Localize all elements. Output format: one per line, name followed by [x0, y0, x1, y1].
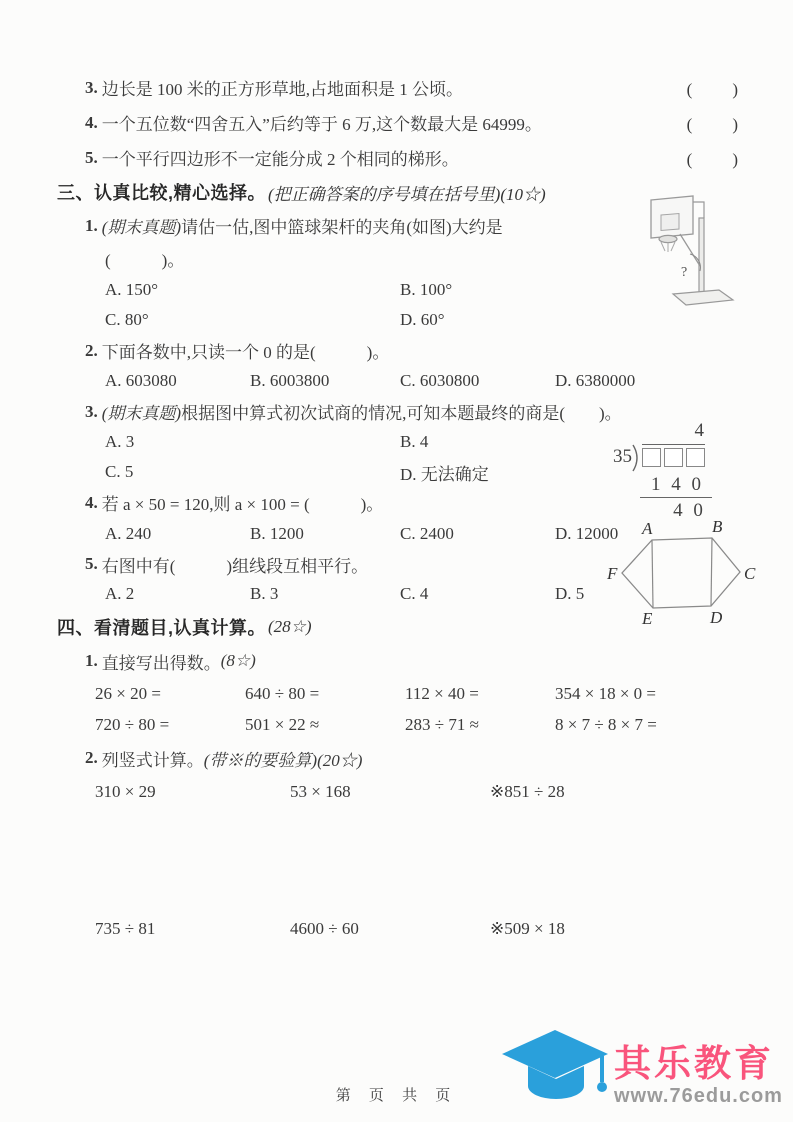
item-text: 一个五位数“四舍五入”后约等于 6 万,这个数最大是 64999。	[101, 115, 542, 134]
question-2-options	[57, 366, 717, 396]
question-1-blank	[57, 242, 717, 275]
pole	[699, 218, 704, 294]
option-d: D. 5	[555, 584, 585, 603]
backboard-inner	[661, 214, 679, 231]
hoop-rim	[659, 235, 677, 242]
brand-url: www.76edu.com	[614, 1085, 783, 1107]
option-a: A. 3	[105, 432, 135, 451]
item-number: 3.	[85, 77, 98, 97]
option-b: B. 4	[400, 432, 429, 451]
option-d: D. 6380000	[555, 371, 636, 390]
oral-calc-row-2	[57, 709, 717, 740]
section-note: (28☆)	[268, 616, 312, 636]
option-d: D. 无法确定	[400, 464, 489, 484]
sub-text: 直接写出得数。	[101, 653, 221, 673]
support-brace	[680, 234, 700, 266]
item-number: 4.	[85, 112, 98, 132]
hexagon-outline	[622, 538, 740, 608]
work-space	[57, 808, 717, 913]
sub-text: 列竖式计算。	[101, 750, 204, 770]
calc-expression: 283 ÷ 71 ≈	[405, 714, 479, 734]
sub2-title	[57, 740, 717, 776]
dividend-boxes	[642, 444, 705, 467]
option-c: C. 6030800	[400, 371, 480, 390]
hexagon-figure	[606, 518, 756, 626]
vertex-label-D: D	[710, 608, 723, 626]
column-calc-row-1	[57, 776, 717, 808]
answer-blank: ( )	[686, 150, 740, 169]
item-text: 一个平行四边形不一定能分成 2 个相同的梯形。	[101, 150, 459, 169]
oral-calc-row-1	[57, 678, 717, 709]
judge-item-4	[57, 105, 740, 140]
item-text: 边长是 100 米的正方形草地,占地面积是 1 公顷。	[101, 80, 463, 99]
calc-expression: 4600 ÷ 60	[290, 919, 359, 938]
net-line	[671, 242, 675, 251]
calc-expression: 640 ÷ 80 =	[245, 683, 320, 703]
option-b: B. 6003800	[250, 371, 330, 390]
calc-expression: 310 × 29	[95, 782, 156, 801]
option-c: C. 2400	[400, 523, 454, 543]
option-b: B. 3	[250, 584, 279, 603]
angle-question-mark: ?	[681, 265, 688, 280]
sub-number: 2.	[85, 748, 98, 767]
option-d: D. 12000	[555, 523, 619, 543]
answer-blank: ( )	[686, 115, 740, 134]
segment-AE	[652, 540, 653, 608]
question-text: 下面各数中,只读一个 0 的是( )。	[101, 343, 390, 362]
section-title: 四、看清题目,认真计算。	[57, 617, 266, 638]
question-2	[57, 335, 717, 366]
option-a: A. 150°	[105, 280, 159, 299]
section-title: 三、认真比较,精心选择。	[57, 183, 266, 203]
calc-expression: 354 × 18 × 0 =	[555, 683, 657, 703]
sub1-title	[57, 644, 717, 678]
question-1	[57, 209, 717, 242]
net-line	[661, 242, 665, 251]
calc-expression: ※509 × 18	[490, 919, 565, 938]
tassel-knob	[597, 1082, 607, 1092]
segment-BD	[711, 538, 712, 606]
calc-expression: 720 ÷ 80 =	[95, 714, 170, 734]
question-text: 右图中有( )组线段互相平行。	[101, 556, 369, 576]
answer-blank: ( )	[686, 80, 740, 99]
option-a: A. 603080	[105, 371, 177, 390]
question-text: 根据图中算式初次试商的情况,可知本题最终的商是( )。	[181, 404, 622, 423]
question-text: 若 a × 50 = 120,则 a × 100 = ( )。	[101, 495, 384, 514]
question-number: 5.	[85, 554, 98, 573]
column-calc-row-2	[57, 913, 717, 945]
sub-number: 1.	[85, 651, 98, 670]
cap-board	[502, 1030, 608, 1078]
brand-name: 其乐教育	[614, 1043, 774, 1084]
question-text: 请估一估,图中篮球架杆的夹角(如图)大约是	[181, 218, 503, 237]
question-number: 4.	[85, 492, 98, 512]
vertex-label-E: E	[642, 609, 653, 626]
divisor: 35	[613, 446, 632, 467]
question-1-options-cd	[57, 305, 717, 335]
option-c: C. 4	[400, 584, 429, 603]
vertex-label-B: B	[712, 518, 723, 536]
question-number: 3.	[85, 401, 98, 421]
graduation-cap-icon	[498, 1026, 610, 1114]
digit-box	[642, 448, 661, 467]
calc-expression: 112 × 40 =	[405, 683, 479, 703]
question-number: 2.	[85, 340, 98, 360]
calc-expression: 53 × 168	[290, 782, 351, 801]
question-tag: (期末真题)	[101, 404, 182, 423]
judge-item-5	[57, 140, 740, 175]
question-tag: (期末真题)	[101, 218, 182, 237]
answer-blank: ( )。	[105, 251, 185, 270]
quotient: 4	[694, 420, 704, 441]
vertex-label-A: A	[642, 519, 653, 538]
footer-page-label: 第 页 共 页	[335, 1087, 458, 1104]
question-number: 1.	[85, 215, 98, 235]
item-number: 5.	[85, 147, 98, 167]
option-b: B. 100°	[400, 280, 453, 299]
calc-expression: 26 × 20 =	[95, 683, 161, 703]
sub-note: (带※的要验算)(20☆)	[203, 750, 363, 770]
calc-expression: ※851 ÷ 28	[490, 782, 565, 801]
digit-box	[686, 448, 705, 467]
calc-expression: 8 × 7 ÷ 8 × 7 =	[555, 714, 657, 734]
pole-top-arm	[693, 202, 704, 218]
sub-note: (8☆)	[220, 651, 256, 670]
brand-texts	[614, 1045, 783, 1114]
section-3-heading	[57, 175, 717, 209]
section-note: (把正确答案的序号填在括号里)(10☆)	[268, 184, 546, 204]
basketball-hoop-figure	[645, 192, 740, 314]
calc-expression: 735 ÷ 81	[95, 919, 156, 938]
calc-expression: 501 × 22 ≈	[245, 714, 320, 734]
option-c: C. 5	[105, 462, 134, 481]
option-c: C. 80°	[105, 310, 149, 329]
option-a: A. 240	[105, 523, 152, 543]
question-1-options-ab	[57, 275, 717, 305]
vertex-label-C: C	[744, 564, 756, 583]
option-a: A. 2	[105, 584, 135, 603]
judge-item-3	[57, 70, 740, 105]
base	[673, 290, 733, 305]
vertex-label-F: F	[607, 564, 618, 583]
remainder: 4 0	[673, 500, 703, 521]
option-b: B. 1200	[250, 523, 304, 543]
digit-box	[664, 448, 683, 467]
partial-product: 1 4 0	[640, 474, 712, 498]
long-division-figure	[604, 420, 744, 522]
brand-logo	[498, 1026, 783, 1114]
division-bracket	[632, 444, 641, 472]
option-d: D. 60°	[400, 310, 445, 329]
